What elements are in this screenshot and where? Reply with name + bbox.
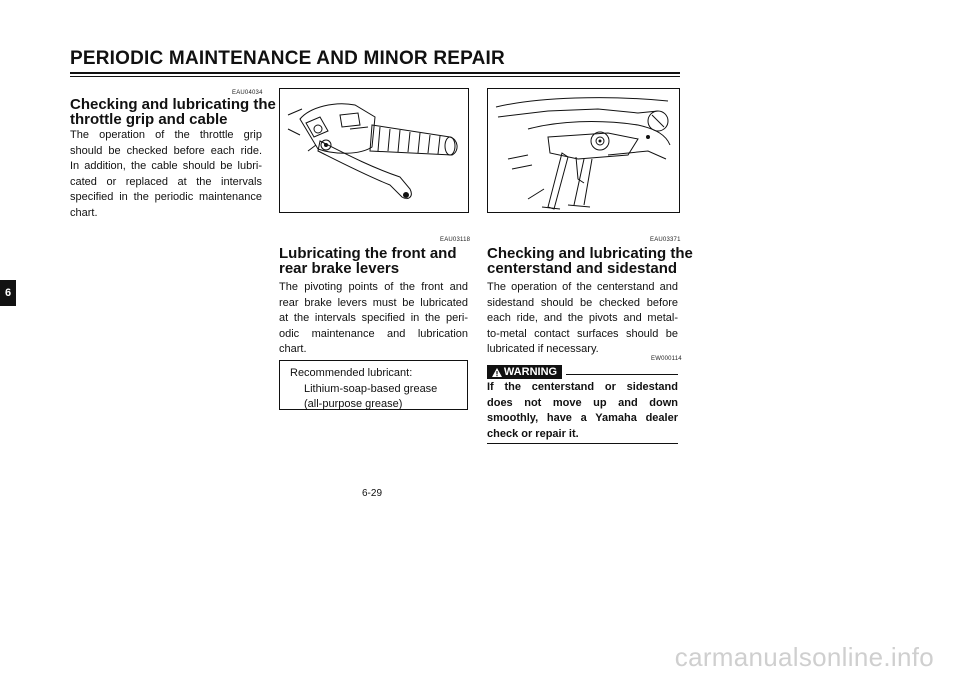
page-number: 6-29 (362, 488, 383, 499)
throttle-body-line: The operation of the throttle grip (70, 129, 262, 141)
warning-text (487, 380, 678, 442)
brake-section-body (279, 280, 468, 358)
throttle-heading-line-1: Checking and lubricating the (70, 96, 276, 113)
brake-section-heading (279, 246, 457, 276)
watermark[interactable]: carmanualsonline.info (674, 642, 934, 672)
throttle-section-code: EAU04034 (232, 90, 263, 96)
stand-section-heading (487, 246, 693, 276)
throttle-body-line: specified in the periodic maintenance (70, 191, 262, 203)
stand-illustration (488, 89, 679, 212)
chapter-tab-label: 6 (4, 287, 12, 299)
brake-body-line: rear brake levers must be lubricated (279, 296, 468, 309)
stand-section-body (487, 280, 678, 358)
lubricant-label: Recommended lubricant: (290, 367, 413, 379)
lubricant-line-1: Lithium-soap-based grease (304, 382, 438, 395)
warning-code: EW000114 (651, 356, 682, 362)
brake-lever-illustration (280, 89, 468, 212)
warning-triangle-icon (492, 368, 502, 377)
warning-rule (566, 374, 678, 375)
throttle-body-line: In addition, the cable should be lubri- (70, 160, 262, 172)
warning-line: does not move up and down (487, 396, 678, 409)
brake-section-code: EAU03118 (440, 237, 471, 243)
throttle-body-line: cated or replaced at the intervals (70, 175, 262, 188)
header-rule (70, 72, 680, 74)
stand-heading-line-2: centerstand and sidestand (487, 260, 678, 277)
lubricant-line-2: (all-purpose grease) (304, 398, 403, 410)
stand-body-line: sidestand should be checked before (487, 296, 678, 309)
warning-line: If the centerstand or sidestand (487, 381, 678, 393)
throttle-body-line: chart. (70, 206, 98, 219)
warning-line: check or repair it. (487, 427, 579, 440)
throttle-section-heading (70, 97, 276, 127)
stand-body-line: to-metal contact surfaces should be (487, 327, 678, 340)
brake-body-line: chart. (279, 343, 307, 355)
brake-body-line: at the intervals specified in the peri- (279, 312, 468, 324)
stand-heading-line-1: Checking and lubricating the (487, 245, 693, 262)
stand-body-line: each ride, and the pivots and metal- (487, 312, 678, 324)
stand-body-line: The operation of the centerstand and (487, 281, 678, 293)
brake-lever-figure (279, 88, 469, 213)
warning-badge (487, 365, 562, 379)
brake-body-line: odic maintenance and lubrication (279, 327, 468, 340)
stand-section-code: EAU03371 (650, 237, 681, 243)
chapter-tab[interactable] (0, 280, 16, 306)
throttle-body-line: should be checked before each ride. (70, 144, 262, 157)
throttle-heading-line-2: throttle grip and cable (70, 111, 228, 128)
warning-badge-label: WARNING (503, 366, 558, 378)
warning-bottom-rule (487, 443, 678, 444)
brake-heading-line-1: Lubricating the front and (279, 245, 457, 262)
brake-heading-line-2: rear brake levers (279, 260, 400, 277)
recommended-lubricant-box (279, 360, 468, 410)
page-title: PERIODIC MAINTENANCE AND MINOR REPAIR (70, 48, 505, 69)
warning-line: smoothly, have a Yamaha dealer (487, 412, 678, 424)
stand-figure (487, 88, 680, 213)
brake-body-line: The pivoting points of the front and (279, 281, 468, 293)
stand-body-line: lubricated if necessary. (487, 343, 599, 355)
throttle-section-body (70, 128, 262, 221)
header-rule-thin (70, 76, 680, 77)
